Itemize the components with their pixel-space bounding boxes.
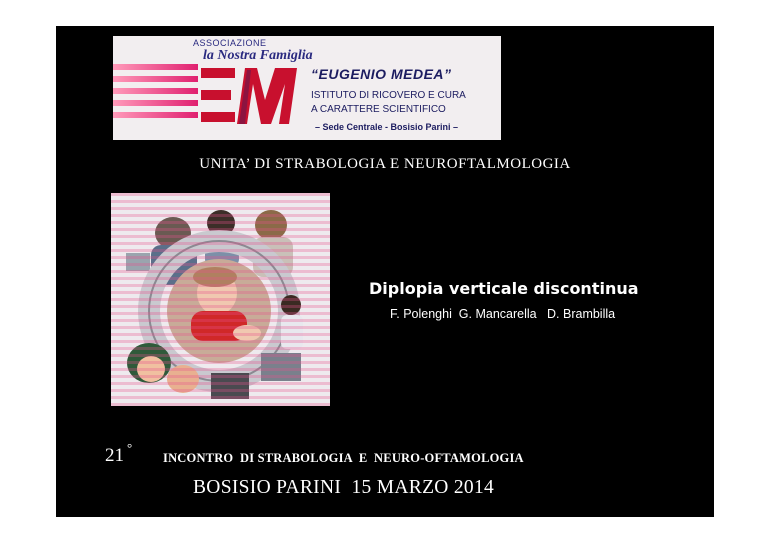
talk-authors: F. Polenghi G. Mancarella D. Brambilla: [390, 307, 616, 321]
logo-sede: – Sede Centrale - Bosisio Parini –: [315, 122, 459, 132]
logo-association-text: ASSOCIAZIONE: [193, 38, 267, 48]
event-name: INCONTRO DI STRABOLOGIA E NEURO-OFTAMOLOGIA: [163, 451, 524, 465]
logo-institute-line2: A CARATTERE SCIENTIFICO: [311, 104, 446, 115]
logo-institute-name: “EUGENIO MEDEA”: [311, 66, 452, 82]
edition-degree: °: [127, 440, 133, 455]
collage-stripe-overlay: [111, 193, 330, 406]
institute-logo: [113, 36, 501, 140]
slide: [56, 26, 714, 517]
unit-title: UNITA’ DI STRABOLOGIA E NEUROFTALMOLOGIA: [199, 156, 571, 172]
photo-collage: [111, 193, 330, 406]
edition-number: 21: [105, 445, 124, 466]
logo-stripes: [113, 64, 198, 124]
logo-institute-line1: ISTITUTO DI RICOVERO E CURA: [311, 90, 466, 101]
talk-title: Diplopia verticale discontinua: [369, 279, 639, 298]
em-monogram-icon: [201, 66, 301, 126]
logo-association-name: la Nostra Famiglia: [203, 48, 313, 63]
event-place-date: BOSISIO PARINI 15 MARZO 2014: [193, 477, 495, 498]
